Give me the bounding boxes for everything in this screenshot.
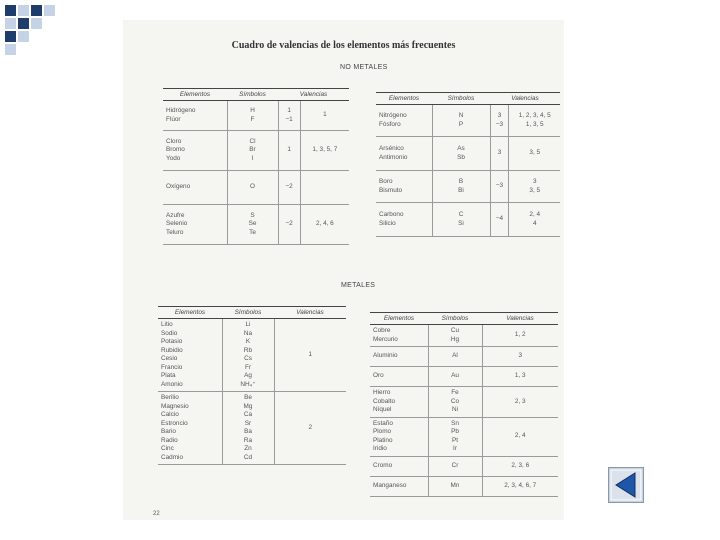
table-row [163, 171, 349, 205]
valence-cell: 2 [274, 392, 346, 465]
table-row [370, 325, 558, 347]
table-row [158, 392, 346, 465]
scanned-page [123, 20, 564, 520]
symbols-cell: Cu Hg [428, 325, 482, 347]
table-row [370, 347, 558, 367]
elements-cell: Cloro Bromo Yodo [163, 131, 227, 171]
valence-cell: 1, 2 [482, 325, 558, 347]
elements-cell: Berilio Magnesio Calcio Estroncio Bario Radio Cinc Cadmio [158, 392, 222, 465]
back-button[interactable] [608, 467, 644, 503]
no-metales-left-table [163, 88, 349, 245]
elements-cell: Carbono Silicio [376, 203, 432, 237]
elements-cell: Arsénico Antimonio [376, 137, 432, 171]
valence-cell: 1 [274, 319, 346, 392]
table-row [376, 105, 560, 137]
elements-cell: Estaño Plomo Platino Iridio [370, 417, 428, 456]
table-row [158, 319, 346, 392]
corner-square [5, 18, 16, 29]
column-header: Símbolos [222, 307, 274, 319]
valence-cell: 1, 3, 5, 7 [300, 131, 349, 171]
valence-cell: 1, 3 [482, 367, 558, 387]
corner-square [5, 31, 16, 42]
elements-cell: Litio Sodio Potasio Rubidio Cesio Francio Plata Amonio [158, 319, 222, 392]
symbols-cell: Cr [428, 456, 482, 476]
valence-cell: 3 3, 5 [509, 171, 560, 203]
symbols-cell: Au [428, 367, 482, 387]
table-row [370, 387, 558, 418]
valence-cell: −2 [278, 205, 300, 245]
symbols-cell: As Sb [432, 137, 490, 171]
elements-cell: Manganeso [370, 476, 428, 496]
corner-square [18, 18, 29, 29]
corner-square [44, 5, 55, 16]
corner-square [5, 44, 16, 55]
symbols-cell: C Si [432, 203, 490, 237]
valence-cell: 2, 3, 4, 6, 7 [482, 476, 558, 496]
column-header: Elementos [376, 93, 432, 105]
valence-cell: 1 [300, 101, 349, 131]
column-header: Valencias [490, 93, 560, 105]
symbols-cell: Li Na K Rb Cs Fr Ag NH₄⁺ [222, 319, 274, 392]
elements-cell: Hidrógeno Flúor [163, 101, 227, 131]
valence-cell [300, 171, 349, 205]
symbols-cell: Fe Co Ni [428, 387, 482, 418]
corner-square [18, 5, 29, 16]
valence-cell: 2, 4 [482, 417, 558, 456]
symbols-cell: H F [227, 101, 278, 131]
valence-cell: 2, 3 [482, 387, 558, 418]
page-number: 22 [153, 511, 160, 517]
symbols-cell: Be Mg Ca Sr Ba Ra Zn Cd [222, 392, 274, 465]
elements-cell: Oro [370, 367, 428, 387]
symbols-cell: Al [428, 347, 482, 367]
section-heading-metales: METALES [341, 282, 376, 289]
column-header: Valencias [482, 313, 558, 325]
valence-cell: 3 [490, 137, 509, 171]
section-heading-no-metales: NO METALES [340, 64, 388, 71]
elements-cell: Nitrógeno Fósforo [376, 105, 432, 137]
table-row [370, 367, 558, 387]
table-row [163, 101, 349, 131]
table-row [370, 476, 558, 496]
valence-cell: 2, 4 4 [509, 203, 560, 237]
table-row [376, 171, 560, 203]
metales-right-table [370, 312, 558, 497]
elements-cell: Hierro Cobalto Níquel [370, 387, 428, 418]
table-row [370, 417, 558, 456]
table-row [163, 205, 349, 245]
column-header: Elementos [158, 307, 222, 319]
column-header: Símbolos [227, 89, 278, 101]
elements-cell: Oxígeno [163, 171, 227, 205]
column-header: Valencias [274, 307, 346, 319]
corner-square [31, 18, 42, 29]
valence-cell: 1 [278, 131, 300, 171]
valence-cell: −4 [490, 203, 509, 237]
valence-cell: −2 [278, 171, 300, 205]
valence-cell: 3 −3 [490, 105, 509, 137]
symbols-cell: Sn Pb Pt Ir [428, 417, 482, 456]
page-title: Cuadro de valencias de los elementos más frecuentes [231, 40, 456, 51]
elements-cell: Boro Bismuto [376, 171, 432, 203]
valence-cell: 2, 4, 6 [300, 205, 349, 245]
symbols-cell: Cl Br I [227, 131, 278, 171]
column-header: Elementos [370, 313, 428, 325]
elements-cell: Cromo [370, 456, 428, 476]
no-metales-right-table [376, 92, 560, 237]
corner-square [31, 5, 42, 16]
table-row [370, 456, 558, 476]
corner-square [5, 5, 16, 16]
elements-cell: Aluminio [370, 347, 428, 367]
table-row [376, 137, 560, 171]
valence-cell: 1, 2, 3, 4, 5 1, 3, 5 [509, 105, 560, 137]
elements-cell: Azufre Selenio Teluro [163, 205, 227, 245]
valence-cell: 2, 3, 6 [482, 456, 558, 476]
symbols-cell: Mn [428, 476, 482, 496]
valence-cell: 3 [482, 347, 558, 367]
corner-square [18, 31, 29, 42]
column-header: Elementos [163, 89, 227, 101]
column-header: Valencias [278, 89, 349, 101]
triangle-left-icon [608, 467, 644, 503]
valence-cell: 3, 5 [509, 137, 560, 171]
elements-cell: Cobre Mercurio [370, 325, 428, 347]
symbols-cell: B Bi [432, 171, 490, 203]
valence-cell: 1 −1 [278, 101, 300, 131]
column-header: Símbolos [428, 313, 482, 325]
column-header: Símbolos [432, 93, 490, 105]
symbols-cell: O [227, 171, 278, 205]
table-row [376, 203, 560, 237]
symbols-cell: S Se Te [227, 205, 278, 245]
table-row [163, 131, 349, 171]
symbols-cell: N P [432, 105, 490, 137]
valence-cell: −3 [490, 171, 509, 203]
metales-left-table [158, 306, 346, 465]
